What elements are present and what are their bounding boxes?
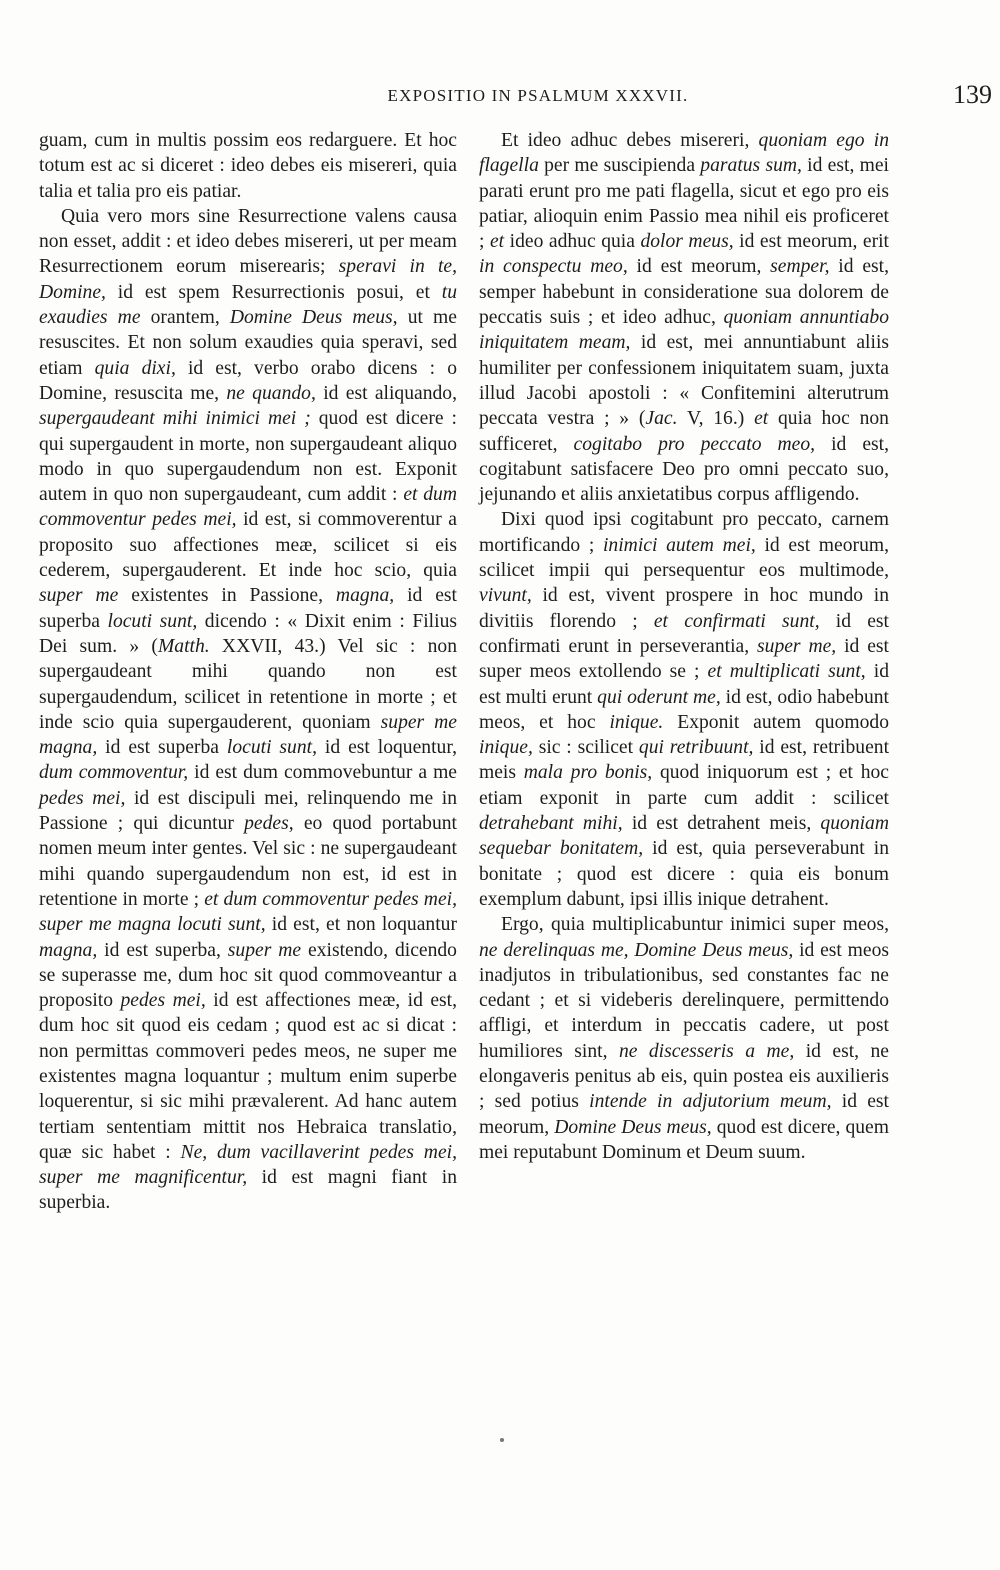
text-run: dicendo : « Dixit enim : Filius Dei sum. » ( xyxy=(39,610,457,657)
text-run: id est meorum, erit xyxy=(733,231,890,253)
italic-quotation: dolor meus, xyxy=(640,231,734,253)
italic-quotation: inique, xyxy=(479,737,533,759)
text-run: Dixi quod ipsi cogitabunt pro peccato, carnem mortificando ; xyxy=(479,509,889,556)
text-run: ut me resuscites. Et non solum exaudies quia speravi, sed etiam xyxy=(39,307,457,379)
italic-quotation: paratus sum, xyxy=(700,155,802,177)
text-run: id est, cogitabunt satisfacere Deo pro omni peccato suo, jejunando et aliis anxietatibus corpus affligendo. xyxy=(479,433,889,506)
paragraph xyxy=(39,128,457,204)
italic-quotation: Domine Deus meus, xyxy=(554,1116,712,1138)
italic-quotation: locuti sunt, xyxy=(226,737,317,759)
text-run: id est, retribuent meis xyxy=(479,737,890,784)
text-run: id est, et non loquantur xyxy=(265,914,457,936)
text-run: id est dum commovebuntur a me xyxy=(188,762,458,784)
text-run: id est, vivent prospere in hoc mundo in divitiis florendo ; xyxy=(479,585,889,632)
text-run: quia hoc non sufficeret, xyxy=(479,408,889,455)
paragraph xyxy=(39,204,457,1216)
text-run: id est, odio habebunt meos, et hoc xyxy=(479,686,889,733)
text-run: id est meorum, scilicet impii qui persequentur eos multimode, xyxy=(479,534,889,582)
text-run: Quia vero mors sine Resurrectione valens causa non esset, addit : et ideo debes misereri, ut per meam Resurrectionem eorum miserearis; xyxy=(39,205,457,278)
text-run: sic : scilicet xyxy=(532,737,639,759)
italic-quotation: quia dixi, xyxy=(94,357,176,379)
text-run: id est loquentur, xyxy=(317,737,457,759)
italic-quotation: qui retribuunt, xyxy=(638,737,754,759)
text-run: id est super meos extollendo se ; xyxy=(479,635,889,683)
text-run: existentes in Passione, xyxy=(118,585,336,607)
page-header xyxy=(36,80,992,112)
text-run: id est multi erunt xyxy=(479,661,889,708)
italic-quotation: tu exaudies me xyxy=(39,281,457,329)
text-run: XXVII, 43.) Vel sic : non supergaudeant mihi quando non est supergaudendum, scilicet in retentione in morte ; et inde scio quia supergauderent, quoniam xyxy=(39,635,457,733)
text-run: id est spem Resurrectionis posui, et xyxy=(105,281,442,303)
italic-quotation: et dum commoventur pedes mei, xyxy=(39,484,457,531)
italic-quotation: in conspectu meo, xyxy=(479,256,628,278)
text-run: quod iniquorum est ; et hoc etiam exponit in parte cum addit : scilicet xyxy=(479,762,890,809)
text-run: V, 16.) xyxy=(677,408,755,430)
italic-quotation: pedes mei, xyxy=(39,787,126,809)
italic-quotation: intende in adjutorium meum, xyxy=(589,1091,832,1113)
italic-quotation: quoniam sequebar bonitatem, xyxy=(479,813,889,860)
italic-quotation: et confirmati sunt, xyxy=(653,610,820,632)
text-run: id est superba, xyxy=(97,939,228,961)
text-run: Exponit autem quomodo xyxy=(663,711,889,733)
italic-quotation: et multiplicati sunt, xyxy=(707,661,866,683)
text-run: id est meos inadjutos in tribulationibus, sed constantes fac ne cedant ; et si videberis derelinquere, permittendo affligi, et interdum in peccatis cadere, ut post humiliores sint, xyxy=(479,939,889,1062)
italic-quotation: ne quando, xyxy=(226,382,316,404)
italic-quotation: Domine Deus meus, xyxy=(229,307,398,329)
italic-quotation: Matth. xyxy=(157,635,210,657)
italic-quotation: super me magna, xyxy=(39,711,457,759)
paragraph xyxy=(479,507,889,912)
italic-quotation: super me xyxy=(39,585,119,607)
italic-quotation: et dum commoventur pedes mei, super me magna locuti sunt, xyxy=(39,888,457,936)
text-run: quod est dicere, quem mei reputabunt Dominum et Deum suum. xyxy=(479,1116,889,1163)
italic-quotation: magna, xyxy=(39,939,98,961)
page-number: 139 xyxy=(953,80,992,109)
text-run: id est, mei parati erunt pro me pati flagella, sicut et ego pro eis patiar, alioquin enim Passio mea nihil eis proficeret ; xyxy=(479,155,889,253)
right-column xyxy=(479,128,889,1165)
text-run: id est superba xyxy=(39,585,457,632)
text-run: id est detrahent meis, xyxy=(622,813,821,835)
italic-quotation: quoniam ego in flagella xyxy=(479,130,889,177)
italic-quotation: ne derelinquas me, Domine Deus meus, xyxy=(479,939,794,961)
italic-quotation: pedes, xyxy=(244,813,294,835)
italic-quotation: speravi in te, Domine, xyxy=(39,256,458,303)
text-run: Et ideo adhuc debes misereri, xyxy=(501,130,759,151)
text-run: quod est dicere : qui supergaudent in morte, non supergaudeant aliquo modo in quo supergaudendum non est. Exponit autem in quo non supergaudeant, cum addit : xyxy=(39,408,457,506)
italic-quotation: et xyxy=(489,231,505,253)
text-run: id est meorum, xyxy=(627,256,771,278)
text-run: id est, si commoverentur a proposito suo affectiones meæ, scilicet si eis cederem, supergauderent. Et inde hoc scio, quia xyxy=(39,509,457,582)
text-run: id est, verbo orabo dicens : o Domine, resuscita me, xyxy=(39,357,457,404)
italic-quotation: qui oderunt me, xyxy=(597,686,721,708)
italic-quotation: super me xyxy=(227,939,302,961)
paragraph xyxy=(479,912,889,1165)
text-run: id est, ne elongaveris penitus ab eis, quin postea eis auxilieris ; sed potius xyxy=(479,1040,889,1113)
text-run: id est superba xyxy=(97,737,227,759)
italic-quotation: et xyxy=(754,408,769,430)
italic-quotation: inimici autem mei, xyxy=(602,534,756,556)
italic-quotation: locuti sunt, xyxy=(107,610,198,632)
text-run: id est affectiones meæ, id est, dum hoc sit quod eis cedam ; quod est ac si dicat : non permittas commoveri pedes meos, ne super me existentes magna loquantur ; multum enim superbe loquerentur, si sic mihi prævalerent. Ad hanc autem tertiam sententiam mittit nos Hebraica translatio, quæ sic habet : xyxy=(39,990,458,1163)
italic-quotation: magna, xyxy=(335,585,395,607)
running-title: EXPOSITIO IN PSALMUM XXXVII. xyxy=(387,86,689,105)
text-run: ideo adhuc quia xyxy=(504,231,641,253)
text-run: id est meorum, xyxy=(479,1091,889,1138)
italic-quotation: supergaudeant mihi inimici mei ; xyxy=(39,408,311,430)
italic-quotation: vivunt, xyxy=(479,585,532,607)
left-column xyxy=(39,128,457,1216)
text-run: Ergo, quia multiplicabuntur inimici super meos, xyxy=(501,914,889,936)
text-run: id est discipuli mei, relinquendo me in Passione ; qui dicuntur xyxy=(39,787,458,835)
italic-quotation: super me, xyxy=(757,635,837,657)
italic-quotation: dum commoventur, xyxy=(39,762,189,784)
text-run: id est, quia perseverabunt in bonitate ; quod est dicere : quia eis bonum exemplum dabunt, ipsi illis inique detrahent. xyxy=(479,838,889,910)
text-run: per me suscipienda xyxy=(538,155,701,177)
italic-quotation: quoniam annuntiabo iniquitatem meam, xyxy=(479,307,889,354)
text-run: guam, cum in multis possim eos redarguere. Et hoc totum est ac si diceret : ideo debes eis misereri, quia talia et talia pro eis patiar. xyxy=(39,130,457,202)
text-run: eo quod portabunt nomen meum inter gentes. Vel sic : ne supergaudeant mihi quando supergaudendum non est, id est in retentione in morte ; xyxy=(39,813,457,910)
printer-mark-dot xyxy=(500,1438,504,1442)
text-run: id est, mei annuntiabunt aliis humiliter per confessionem iniquitatem suam, juxta illud Jacobi apostoli : « Confitemini alterutrum peccata vestra ; » ( xyxy=(479,332,890,430)
italic-quotation: mala pro bonis, xyxy=(523,762,653,784)
paragraph xyxy=(479,128,889,507)
italic-quotation: pedes mei, xyxy=(120,990,206,1012)
text-run: orantem, xyxy=(140,307,230,329)
italic-quotation: Jac. xyxy=(645,408,678,430)
text-run: existendo, dicendo se superasse me, dum hoc sit quod commoveantur a proposito xyxy=(39,939,457,1012)
italic-quotation: semper, xyxy=(770,256,830,278)
text-run: id est confirmati erunt in perseverantia, xyxy=(479,610,889,657)
italic-quotation: Ne, dum vacillaverint pedes mei, super me magnificentur, xyxy=(39,1141,457,1189)
text-run: id est, semper habebunt in consideratione sua dolorem de peccatis suis ; et ideo adhuc, xyxy=(479,256,889,329)
italic-quotation: detrahebant mihi, xyxy=(479,813,623,835)
italic-quotation: inique. xyxy=(609,711,664,733)
italic-quotation: ne discesseris a me, xyxy=(618,1040,795,1062)
italic-quotation: cogitabo pro peccato meo, xyxy=(573,433,816,455)
text-run: id est aliquando, xyxy=(315,382,457,404)
text-run: id est magni fiant in superbia. xyxy=(39,1167,457,1214)
